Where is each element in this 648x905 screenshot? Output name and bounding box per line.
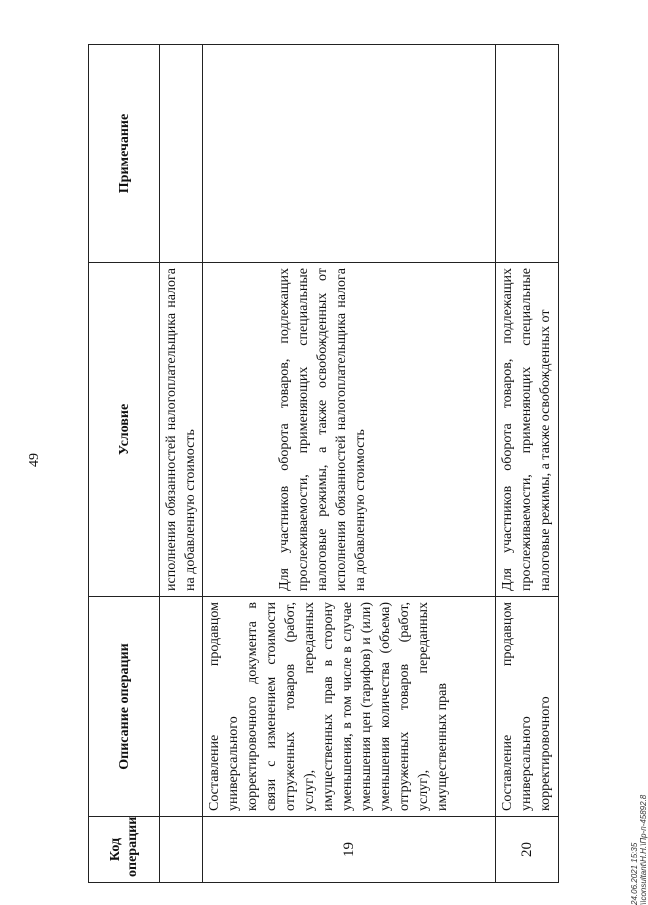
cell-code: 19 [203,817,496,883]
cell-description: Составление продавцом универсального корректировочного [496,597,559,817]
table-row-continuation [160,45,203,883]
cell-condition: Для участников оборота товаров, подлежащих прослеживаемости, применяющих специальные налоговые режимы, а также освобожденных от [496,263,559,597]
header-note: Примечание [89,45,160,263]
table-header-row [89,45,160,883]
header-description: Описание операции [89,597,160,817]
cell-code-cont [160,817,203,883]
cell-note-cont [160,45,203,263]
stamp-path: \\consultant\Н.Н.\Пр-п-45892.8 [639,794,648,905]
table-row [203,45,496,883]
cell-code: 20 [496,817,559,883]
print-stamp [630,795,648,905]
cell-description-cont [160,597,203,817]
operations-table [88,44,559,883]
header-condition: Условие [89,263,160,597]
cell-description: Составление продавцом универсального корректировочного документа в связи с изменением стоимости отгруженных товаров (работ, услуг), переданных имущественных прав в сторону уменьшения, в том числе в случае уменьшения цен (тарифов) и (или) уменьшения количества (объема) отгруженных товаров (работ, услуг), переданных имущественных прав [203,597,496,817]
cell-note [496,45,559,263]
rotated-content [88,0,648,905]
table-row [496,45,559,883]
cell-condition: Для участников оборота товаров, подлежащих прослеживаемости, применяющих специальные налоговые режимы, а также освобожденных от исполнения обязанностей налогоплательщика налога на добавленную стоимость [203,263,496,597]
cell-condition-cont: исполнения обязанностей налогоплательщика налога на добавленную стоимость [160,263,203,597]
header-code: Код операции [89,817,160,883]
stamp-date: 24.06.2021 15:35 [630,842,639,905]
cell-note [203,45,496,263]
page-number: 49 [27,453,42,467]
